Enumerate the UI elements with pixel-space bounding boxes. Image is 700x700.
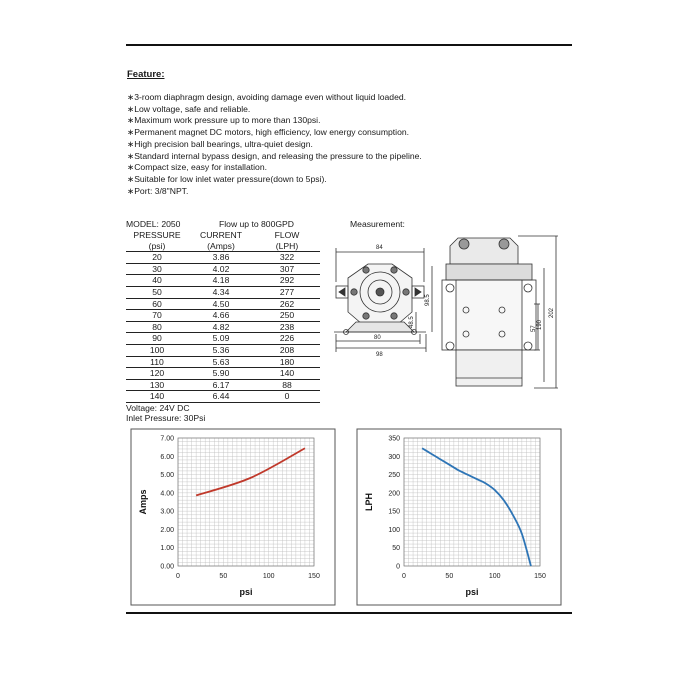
amps-chart: [130, 428, 336, 606]
table-row: [126, 321, 320, 333]
cell-pressure: 40: [126, 275, 188, 287]
cell-pressure: 100: [126, 344, 188, 356]
feature-item: ∗Standard internal bypass design, and releasing the pressure to the pipeline.: [127, 150, 422, 161]
x-axis-label: psi: [465, 587, 479, 597]
cell-flow: 322: [254, 252, 320, 264]
y-tick-label: 250: [388, 472, 400, 480]
cell-pressure: 70: [126, 310, 188, 322]
cell-flow: 208: [254, 344, 320, 356]
cell-current: 6.44: [188, 391, 254, 403]
y-tick-label: 50: [392, 545, 400, 553]
amps-chart-svg: [130, 428, 336, 606]
pump-front-view: [334, 248, 432, 352]
cell-current: 4.18: [188, 275, 254, 287]
y-tick-label: 2.00: [160, 526, 174, 534]
table-row: [126, 391, 320, 403]
dim-98-5: 98.5: [425, 294, 431, 306]
cell-pressure: 80: [126, 321, 188, 333]
measurement-title: Measurement:: [350, 219, 405, 229]
dim-202: 202: [549, 307, 555, 318]
cell-flow: 262: [254, 298, 320, 310]
bottom-rule: [126, 612, 572, 614]
cell-flow: 140: [254, 368, 320, 380]
feature-item: ∗3-room diaphragm design, avoiding damage even without liquid loaded.: [127, 92, 407, 102]
unit-amps: (Amps): [207, 240, 235, 251]
spec-table-block: [126, 219, 320, 423]
feature-title: Feature:: [127, 69, 165, 80]
x-tick-label: 0: [176, 573, 180, 580]
cell-current: 5.09: [188, 333, 254, 345]
x-tick-label: 50: [445, 573, 454, 580]
y-tick-label: 1.00: [160, 545, 174, 553]
table-row: [126, 379, 320, 391]
col-header-pressure: PRESSURE: [133, 230, 181, 240]
x-tick-label: 50: [219, 573, 228, 580]
cell-current: 6.17: [188, 379, 254, 391]
table-row: [126, 310, 320, 322]
cell-current: 4.82: [188, 321, 254, 333]
y-tick-label: 0.00: [160, 563, 174, 571]
spec-header-line: [126, 219, 320, 230]
x-tick-label: 150: [534, 573, 546, 580]
x-tick-label: 100: [488, 573, 501, 580]
y-tick-label: 200: [388, 490, 400, 498]
table-row: [126, 275, 320, 287]
unit-psi: (psi): [148, 240, 166, 251]
feature-item: ∗Port: 3/8"NPT.: [127, 185, 189, 196]
cell-flow: 238: [254, 321, 320, 333]
cell-pressure: 130: [126, 379, 188, 391]
inlet-pressure-label: Inlet Pressure: 30Psi: [126, 412, 206, 423]
col-header-current: CURRENT: [199, 230, 242, 240]
cell-flow: 250: [254, 310, 320, 322]
x-tick-label: 0: [402, 573, 406, 580]
cell-flow: 180: [254, 356, 320, 368]
cell-current: 4.34: [188, 286, 254, 298]
cell-pressure: 30: [126, 263, 188, 275]
top-rule: [126, 44, 572, 46]
unit-lph: (LPH): [275, 240, 299, 251]
dim-80: 80: [374, 335, 381, 341]
table-row: [126, 286, 320, 298]
y-tick-label: 350: [388, 435, 400, 443]
cell-current: 4.50: [188, 298, 254, 310]
cell-current: 5.90: [188, 368, 254, 380]
table-row: [126, 252, 320, 264]
model-label: MODEL: 2050: [126, 219, 181, 229]
y-tick-label: 7.00: [160, 435, 174, 443]
feature-item: ∗Maximum work pressure up to more than 130psi.: [127, 115, 321, 126]
col-header-flow: FLOW: [274, 230, 300, 240]
dim-48-5: 48.5: [409, 316, 415, 328]
table-row: [126, 263, 320, 275]
cell-pressure: 140: [126, 391, 188, 403]
cell-current: 4.02: [188, 263, 254, 275]
pump-side-view: [442, 236, 558, 388]
cell-flow: 88: [254, 379, 320, 391]
y-tick-label: 4.00: [160, 490, 174, 498]
x-tick-label: 150: [308, 573, 320, 580]
y-tick-label: 300: [388, 453, 400, 461]
y-tick-label: 150: [388, 508, 400, 516]
cell-pressure: 20: [126, 252, 188, 264]
cell-pressure: 90: [126, 333, 188, 345]
cell-pressure: 60: [126, 298, 188, 310]
cell-pressure: 110: [126, 356, 188, 368]
cell-flow: 226: [254, 333, 320, 345]
cell-flow: 277: [254, 286, 320, 298]
dim-98: 98: [376, 352, 383, 358]
voltage-label: Voltage: 24V DC: [126, 402, 190, 413]
table-row: [126, 333, 320, 345]
y-tick-label: 5.00: [160, 472, 174, 480]
y-tick-label: 6.00: [160, 453, 174, 461]
table-row: [126, 356, 320, 368]
feature-item: ∗Suitable for low inlet water pressure(down to 5psi).: [127, 173, 327, 184]
cell-current: 3.86: [188, 252, 254, 264]
y-tick-label: 100: [388, 526, 400, 534]
table-row: [126, 368, 320, 380]
feature-list: [127, 92, 422, 197]
feature-item: ∗Compact size, easy for installation.: [127, 162, 267, 173]
cell-flow: 292: [254, 275, 320, 287]
cell-current: 4.66: [188, 310, 254, 322]
cell-flow: 307: [254, 263, 320, 275]
lph-chart: [356, 428, 562, 606]
feature-item: ∗High precision ball bearings, ultra-quiet design.: [127, 138, 313, 149]
x-tick-label: 100: [262, 573, 275, 580]
cell-current: 5.36: [188, 344, 254, 356]
table-row: [126, 298, 320, 310]
feature-item: ∗Permanent magnet DC motors, high efficiency, low energy consumption.: [127, 127, 410, 138]
y-axis-label: Amps: [138, 489, 148, 515]
cell-pressure: 120: [126, 368, 188, 380]
dim-57: 57: [531, 325, 537, 332]
dim-190: 190: [537, 319, 543, 330]
y-tick-label: 0: [396, 563, 400, 571]
cell-pressure: 50: [126, 286, 188, 298]
dim-84: 84: [376, 245, 383, 251]
table-row: [126, 344, 320, 356]
lph-chart-svg: [356, 428, 562, 606]
cell-current: 5.63: [188, 356, 254, 368]
feature-item: ∗Low voltage, safe and reliable.: [127, 103, 251, 114]
spec-table-body: [126, 252, 320, 403]
y-axis-label: LPH: [364, 493, 374, 511]
x-axis-label: psi: [239, 587, 253, 597]
cell-flow: 0: [254, 391, 320, 403]
y-tick-label: 3.00: [160, 508, 174, 516]
spec-table: [126, 230, 320, 403]
flow-rating: Flow up to 800GPD: [219, 219, 294, 229]
pump-dimension-drawing: [326, 228, 566, 396]
